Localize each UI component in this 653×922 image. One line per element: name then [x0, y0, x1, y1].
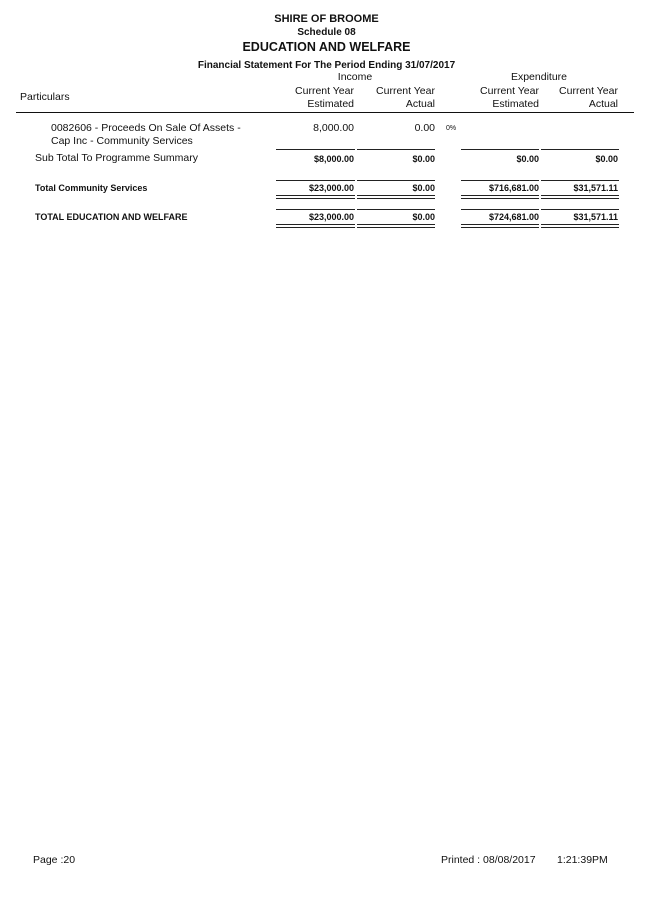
subtotal-expenditure-estimated: $0.00 [516, 154, 539, 164]
income-estimated-header-line2: Estimated [307, 98, 354, 110]
expenditure-actual-header-line2: Actual [588, 98, 618, 110]
community-rule-expenditure-estimated [461, 180, 539, 181]
grand-expenditure-estimated: $724,681.00 [488, 212, 539, 222]
grand-rule-expenditure-actual [541, 209, 619, 210]
income-actual-header-line1: Current Year [376, 85, 435, 97]
income-actual-header-line2: Actual [405, 98, 435, 110]
subtotal-income-actual: $0.00 [412, 154, 435, 164]
income-estimated-header-line1: Current Year [295, 85, 354, 97]
subtotal-rule-expenditure-actual [541, 149, 619, 150]
community-income-actual: $0.00 [412, 183, 435, 193]
subtotal-expenditure-actual: $0.00 [595, 154, 618, 164]
community-double-rule-expenditure-estimated [461, 195, 539, 199]
expenditure-estimated-header-line1: Current Year [480, 85, 539, 97]
grand-double-rule-expenditure-estimated [461, 224, 539, 228]
grand-income-actual: $0.00 [412, 212, 435, 222]
subtotal-rule-expenditure-estimated [461, 149, 539, 150]
expenditure-group-header: Expenditure [510, 71, 568, 83]
header-divider [16, 112, 634, 113]
schedule-number: Schedule 08 [297, 27, 356, 38]
community-double-rule-income-actual [357, 195, 435, 199]
grand-rule-expenditure-estimated [461, 209, 539, 210]
community-expenditure-actual: $31,571.11 [573, 183, 618, 193]
printed-date: Printed : 08/08/2017 [441, 854, 536, 866]
grand-rule-income-actual [357, 209, 435, 210]
subtotal-income-estimated: $8,000.00 [313, 154, 354, 164]
grand-income-estimated: $23,000.00 [308, 212, 354, 222]
community-expenditure-estimated: $716,681.00 [488, 183, 539, 193]
organization-name: SHIRE OF BROOME [274, 13, 379, 25]
item-description-line2: Cap Inc - Community Services [51, 135, 193, 147]
item-percent: 0% [446, 125, 457, 132]
printed-time: 1:21:39PM [557, 854, 608, 866]
community-double-rule-income-estimated [276, 195, 355, 199]
item-income-estimated: 8,000.00 [313, 122, 354, 134]
subtotal-rule-income-estimated [276, 149, 355, 150]
community-rule-income-estimated [276, 180, 355, 181]
grand-double-rule-income-estimated [276, 224, 355, 228]
expenditure-actual-header-line1: Current Year [559, 85, 618, 97]
grand-total-label: TOTAL EDUCATION AND WELFARE [35, 212, 188, 222]
expenditure-estimated-header-line2: Estimated [492, 98, 539, 110]
community-income-estimated: $23,000.00 [308, 183, 354, 193]
report-subtitle: Financial Statement For The Period Ending 31/07/2017 [197, 60, 456, 71]
item-description-line1: 0082606 - Proceeds On Sale Of Assets - [51, 122, 241, 134]
particulars-header: Particulars [20, 91, 70, 103]
grand-double-rule-expenditure-actual [541, 224, 619, 228]
subtotal-rule-income-actual [357, 149, 435, 150]
item-income-actual: 0.00 [414, 122, 435, 134]
community-double-rule-expenditure-actual [541, 195, 619, 199]
grand-double-rule-income-actual [357, 224, 435, 228]
page-title: EDUCATION AND WELFARE [242, 40, 411, 54]
community-rule-expenditure-actual [541, 180, 619, 181]
grand-rule-income-estimated [276, 209, 355, 210]
subtotal-label: Sub Total To Programme Summary [35, 152, 199, 164]
community-rule-income-actual [357, 180, 435, 181]
community-total-label: Total Community Services [35, 183, 148, 193]
income-group-header: Income [337, 71, 373, 83]
grand-expenditure-actual: $31,571.11 [573, 212, 618, 222]
page-number: Page :20 [33, 854, 76, 866]
